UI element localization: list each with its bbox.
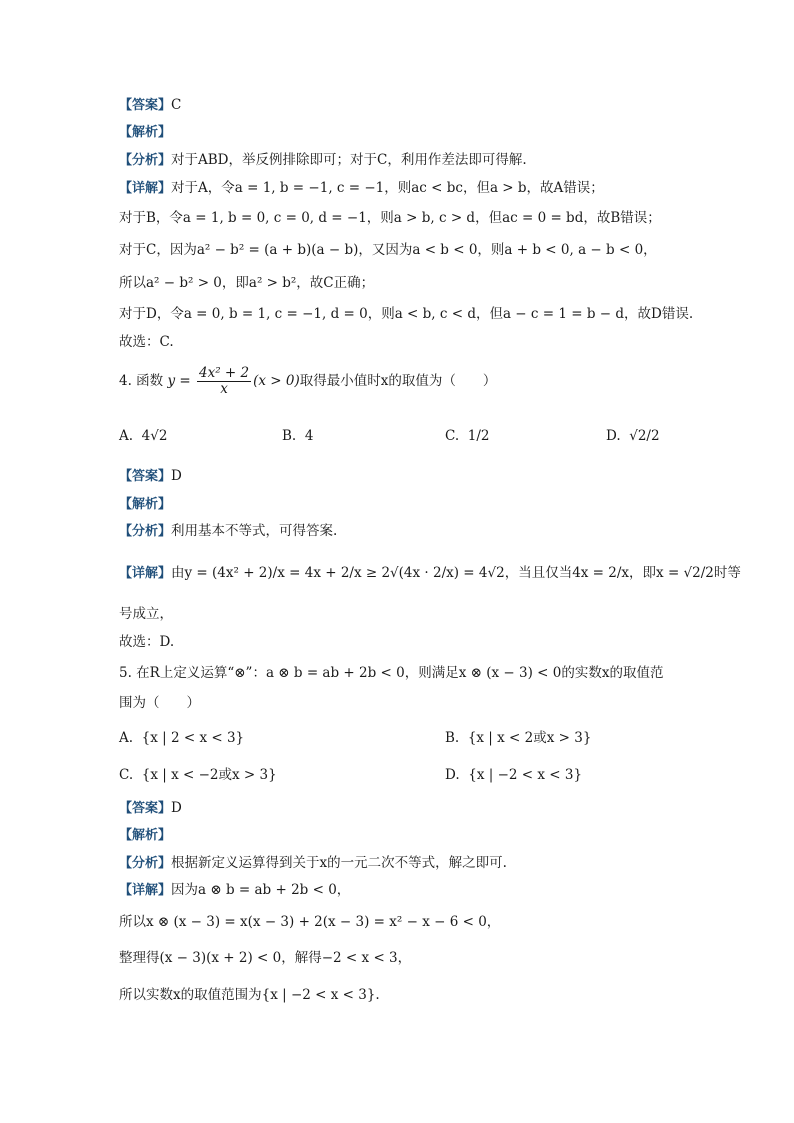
q4-analysis-tag: 【解析】: [119, 497, 172, 512]
q5-detail-line-2: 所以x ⊗ (x − 3) = x(x − 3) + 2(x − 3) = x² − x − 6 < 0，: [119, 914, 501, 930]
q5-analysis-tag: 【解析】: [119, 828, 172, 843]
fenxi-text: 对于ABD，举反例排除即可；对于C，利用作差法即可得解.: [171, 152, 527, 168]
q4-fraction: $\frac{\text{4x² + 2}}{x}$: [199, 365, 250, 397]
q3-detail-line-4: 所以a² − b² > 0，即a² > b²，故C正确；: [119, 275, 375, 291]
q3-detail-line-1: 【详解】对于A，令a = 1, b = −1, c = −1，则ac < bc，但a > b，故A错误；: [119, 180, 604, 196]
q5-detail-line-1: 【详解】因为a ⊗ b = ab + 2b < 0，: [119, 882, 351, 898]
answer-tag: 【答案】: [119, 98, 172, 113]
q5-option-d: D. {x | −2 < x < 3}: [445, 767, 583, 783]
q5-option-b: B. {x | x < 2或x > 3}: [445, 730, 592, 746]
q4-option-a: A. 4√2: [119, 428, 168, 444]
q5-option-c: C. {x | x < −2或x > 3}: [119, 767, 277, 783]
q4-option-b: B. 4: [282, 428, 314, 444]
q3-conclusion: 故选：C.: [119, 334, 174, 350]
q5-option-a: A. {x | 2 < x < 3}: [119, 730, 245, 746]
q3-detail-line-2: 对于B，令a = 1, b = 0, c = 0, d = −1，则a > b, c > d，但ac = 0 = bd，故B错误；: [119, 210, 661, 226]
q4-stem: 4. 函数 y = $\frac{\text{4x² + 2}}{x}$ (x > 0)取得最小值时x的取值为（ ）: [119, 365, 497, 397]
q4-detail-line-2: 号成立，: [119, 606, 173, 622]
q3-fenxi-line: 【分析】对于ABD，举反例排除即可；对于C，利用作差法即可得解.: [119, 152, 527, 168]
q5-fenxi-line: 【分析】根据新定义运算得到关于x的一元二次不等式，解之即可.: [119, 855, 507, 871]
q5-detail-line-4: 所以实数x的取值范围为{x | −2 < x < 3}.: [119, 987, 380, 1003]
q3-detail-line-5: 对于D，令a = 0, b = 1, c = −1, d = 0，则a < b, c < d，但a − c = 1 = b − d，故D错误.: [119, 306, 694, 322]
q4-option-c: C. 1/2: [445, 428, 490, 444]
q4-fenxi-line: 【分析】利用基本不等式，可得答案.: [119, 523, 338, 539]
q5-answer-line: 【答案】D: [119, 800, 182, 816]
q4-detail-line-1: 【详解】由y = (4x² + 2)/x = 4x + 2/x ≥ 2√(4x · 2/x) = 4√2，当且仅当4x = 2/x，即x = √2/2时等: [119, 565, 741, 581]
q4-conclusion: 故选：D.: [119, 634, 175, 650]
q3-analysis-tag: 【解析】: [119, 125, 172, 140]
q5-stem-line-2: 围为（ ）: [119, 695, 200, 711]
q5-stem-line-1: 5. 在R上定义运算“⊗”：a ⊗ b = ab + 2b < 0，则满足x ⊗ (x − 3) < 0的实数x的取值范: [119, 665, 664, 681]
answer-value: C: [171, 97, 182, 113]
q3-detail-line-3: 对于C，因为a² − b² = (a + b)(a − b)，又因为a < b < 0，则a + b < 0, a − b < 0，: [119, 242, 657, 258]
q5-detail-line-3: 整理得(x − 3)(x + 2) < 0，解得−2 < x < 3，: [119, 950, 412, 966]
q3-answer-line: [119, 95, 181, 116]
q4-option-d: D. √2/2: [606, 428, 660, 444]
q4-answer-line: 【答案】D: [119, 468, 182, 484]
